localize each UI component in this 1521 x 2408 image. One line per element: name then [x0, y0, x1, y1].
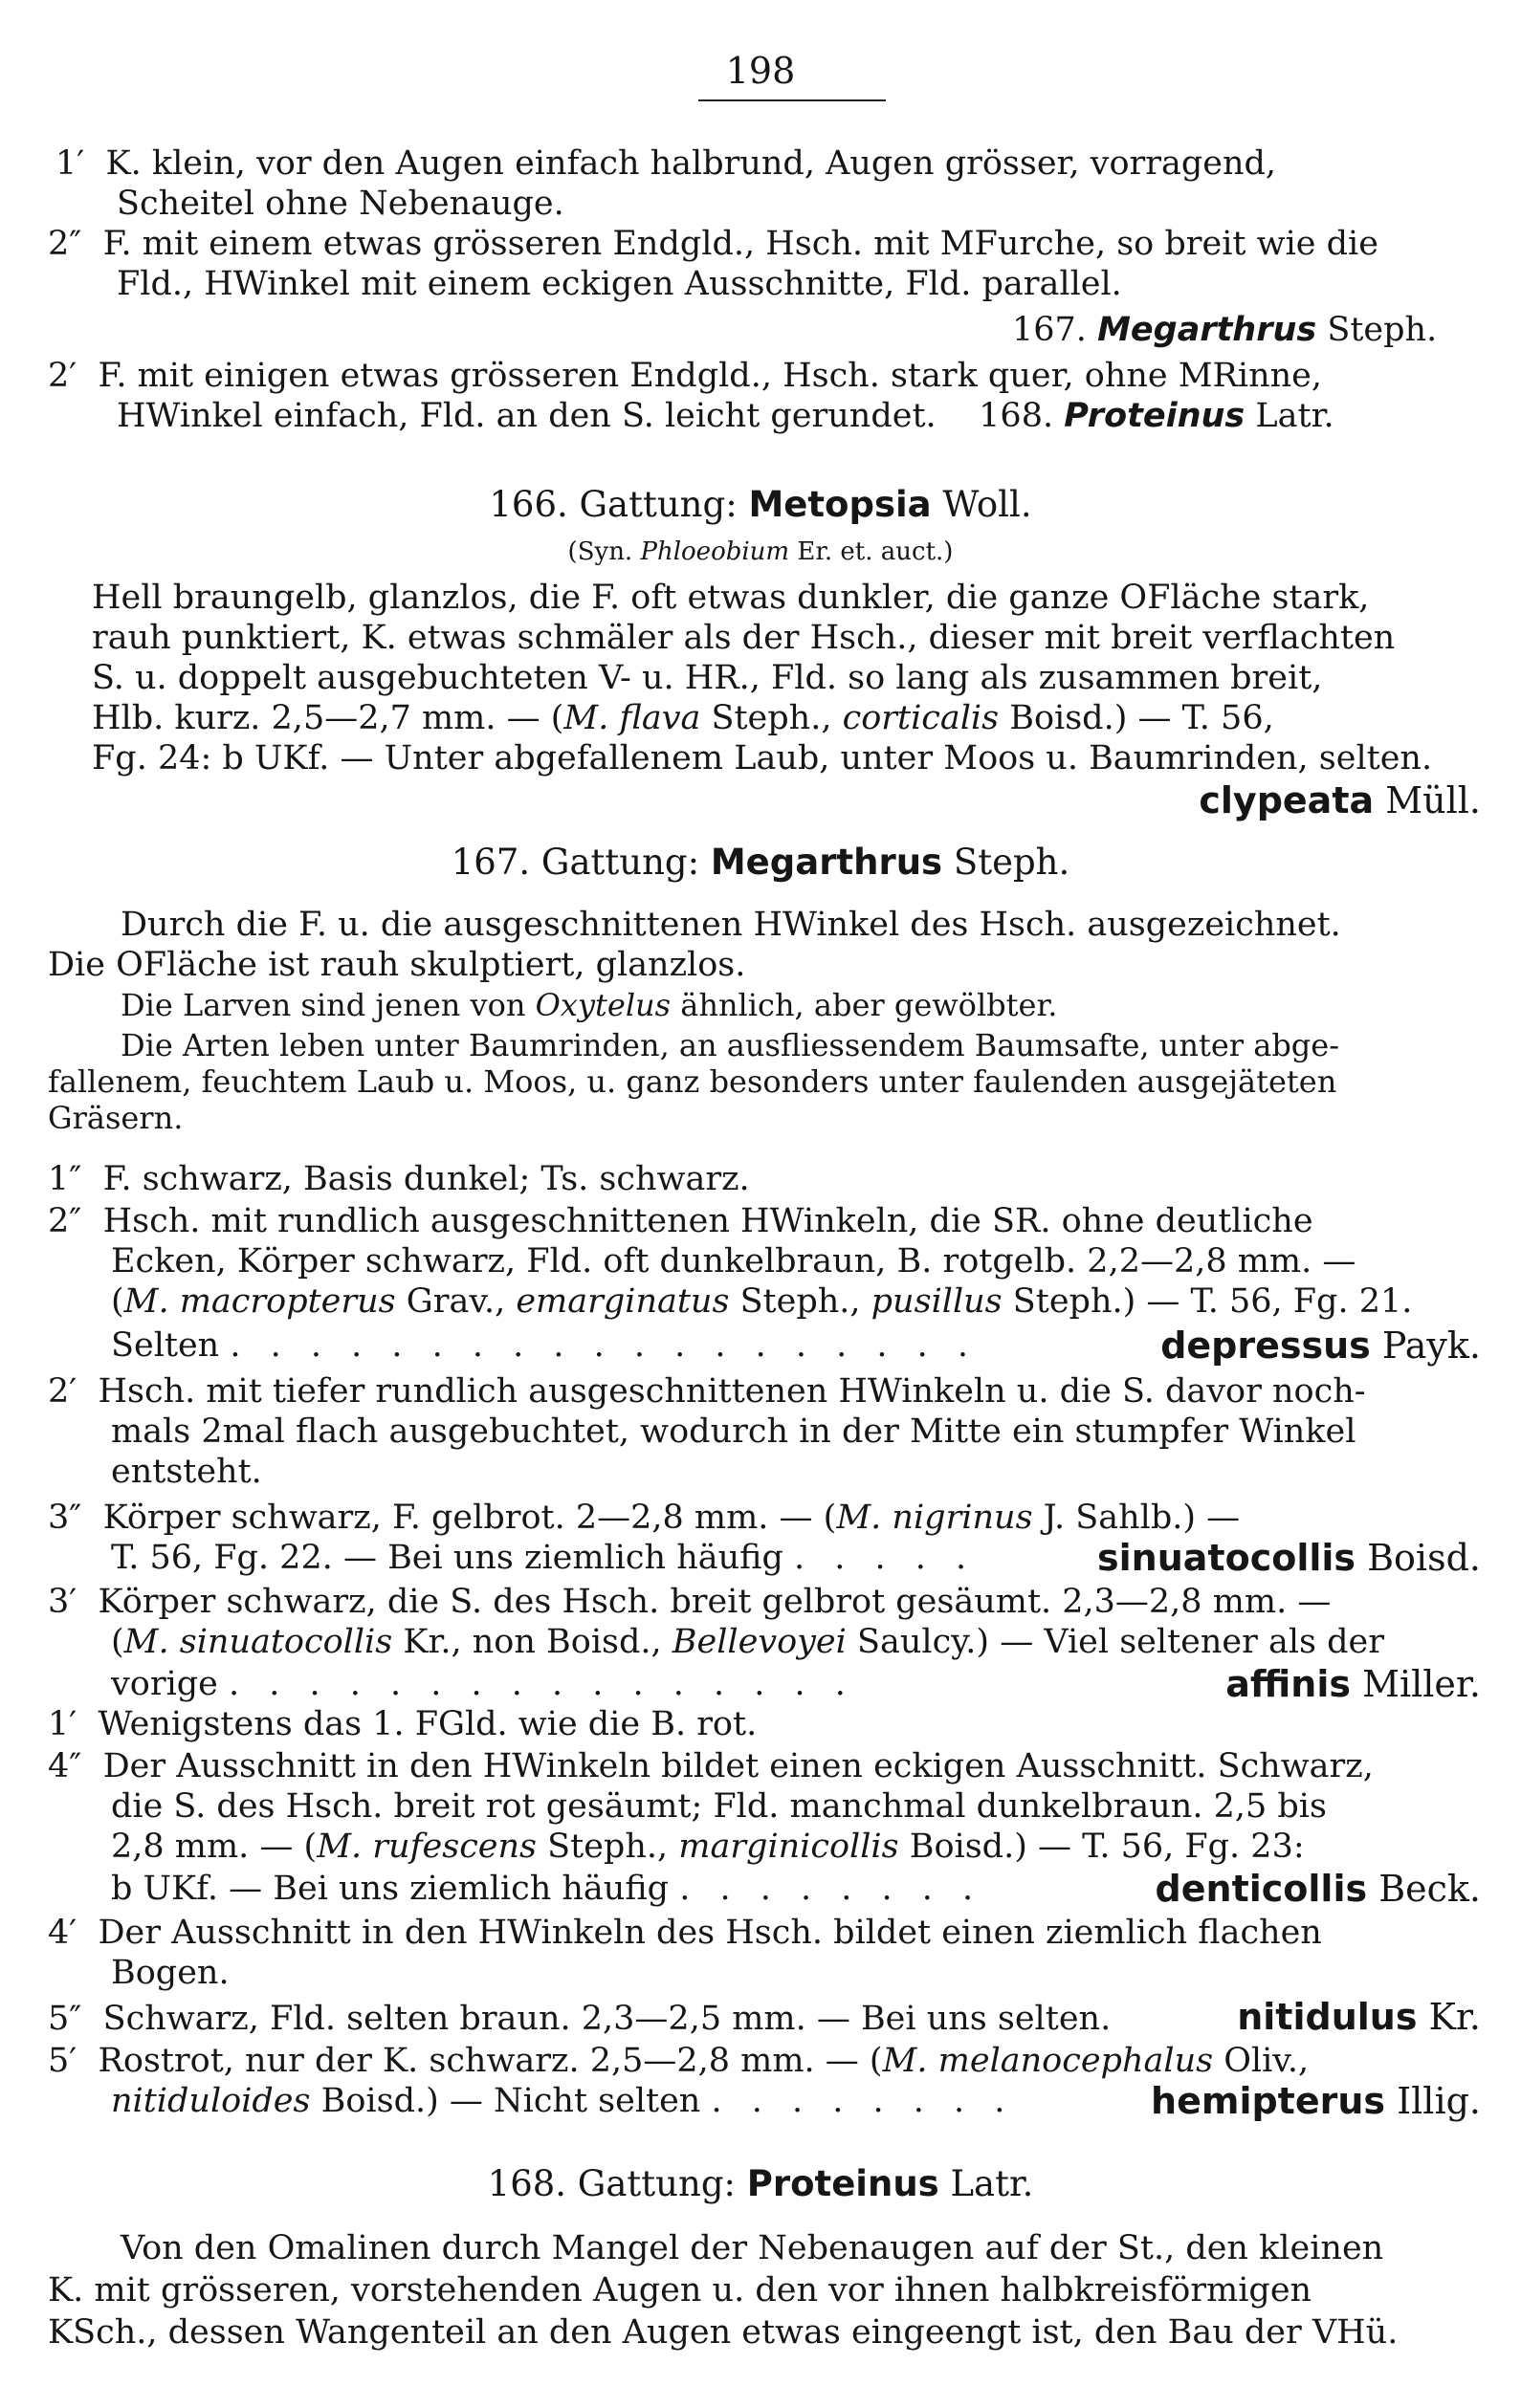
paragraph-line: K. mit grösseren, vorstehenden Augen u. den vor ihnen halbkreisförmigen — [48, 2271, 1312, 2309]
paragraph-line: Die Larven sind jenen von Oxytelus ähnlich, aber gewölbter. — [121, 987, 1058, 1023]
paragraph-line: fallenem, feuchtem Laub u. Moos, u. ganz besonders unter faulenden ausgejäteten — [48, 1063, 1337, 1100]
key-line: 4′ Der Ausschnitt in den HWinkeln des Hsch. bildet einen ziemlich flachen — [48, 1914, 1322, 1952]
key-line: Fld., HWinkel mit einem eckigen Ausschnitte, Fld. parallel. — [117, 265, 1122, 303]
species-name: nitidulus Kr. — [1237, 1996, 1481, 2038]
paragraph-line: Gräsern. — [48, 1100, 184, 1136]
genus-heading: 166. Gattung: Metopsia Woll. — [489, 484, 1032, 525]
key-line: Ecken, Körper schwarz, Fld. oft dunkelbraun, B. rotgelb. 2,2—2,8 mm. — — [111, 1242, 1356, 1281]
paragraph-line: Die OFläche ist rauh skulptiert, glanzlos. — [48, 946, 746, 984]
description-line: Fg. 24: b UKf. — Unter abgefallenem Laub, unter Moos u. Baumrinden, selten. — [92, 739, 1433, 777]
species-name: hemipterus Illig. — [1151, 2080, 1481, 2122]
key-line: 2″ F. mit einem etwas grösseren Endgld., Hsch. mit MFurche, so breit wie die — [48, 225, 1378, 263]
page-number-rule — [698, 99, 886, 101]
key-line: 4″ Der Ausschnitt in den HWinkeln bildet einen eckigen Ausschnitt. Schwarz, — [48, 1747, 1374, 1785]
key-line: (M. sinuatocollis Kr., non Boisd., Bellevoyei Saulcy.) — Viel seltener als der — [111, 1623, 1384, 1661]
key-line: 2″ Hsch. mit rundlich ausgeschnittenen HWinkeln, die SR. ohne deutliche — [48, 1202, 1313, 1240]
key-line: die S. des Hsch. breit rot gesäumt; Fld. manchmal dunkelbraun. 2,5 bis — [111, 1787, 1327, 1826]
key-line: 1′ K. klein, vor den Augen einfach halbrund, Augen grösser, vorragend, — [55, 144, 1277, 183]
key-line: T. 56, Fg. 22. — Bei uns ziemlich häufig . . . . . — [111, 1539, 977, 1577]
key-line: 2′ F. mit einigen etwas grösseren Endgld., Hsch. stark quer, ohne MRinne, — [48, 357, 1323, 395]
key-line: nitiduloides Boisd.) — Nicht selten . . . . . . . . — [111, 2082, 1015, 2120]
genus-reference: 167. Megarthrus Steph. — [1012, 311, 1438, 349]
description-line: S. u. doppelt ausgebuchteten V- u. HR., Fld. so lang als zusammen breit, — [92, 659, 1323, 697]
paragraph-line: Die Arten leben unter Baumrinden, an ausfliessendem Baumsafte, unter abge- — [121, 1027, 1340, 1063]
paragraph-line: Durch die F. u. die ausgeschnittenen HWinkel des Hsch. ausgezeichnet. — [121, 906, 1341, 944]
page-number: 198 — [725, 50, 796, 92]
species-name: sinuatocollis Boisd. — [1097, 1537, 1481, 1579]
description-line: Hlb. kurz. 2,5—2,7 mm. — (M. flava Steph., corticalis Boisd.) — T. 56, — [92, 699, 1274, 737]
species-name: denticollis Beck. — [1155, 1868, 1481, 1910]
species-name: clypeata Müll. — [1199, 779, 1481, 821]
key-line: 3′ Körper schwarz, die S. des Hsch. breit gelbrot gesäumt. 2,3—2,8 mm. — — [48, 1583, 1332, 1621]
key-line: 2′ Hsch. mit tiefer rundlich ausgeschnittenen HWinkeln u. die S. davor noch- — [48, 1372, 1366, 1411]
key-line: vorige . . . . . . . . . . . . . . . . — [111, 1665, 855, 1703]
species-name: depressus Payk. — [1160, 1324, 1481, 1367]
paragraph-line: KSch., dessen Wangenteil an den Augen etwas eingeengt ist, den Bau der VHü. — [48, 2313, 1399, 2352]
key-line: 3″ Körper schwarz, F. gelbrot. 2—2,8 mm. — (M. nigrinus J. Sahlb.) — — [48, 1499, 1241, 1537]
description-line: Hell braungelb, glanzlos, die F. oft etwas dunkler, die ganze OFläche stark, — [92, 579, 1370, 617]
description-line: rauh punktiert, K. etwas schmäler als der Hsch., dieser mit breit verflachten — [92, 619, 1396, 657]
key-line: 1′ Wenigstens das 1. FGld. wie die B. rot. — [48, 1705, 758, 1743]
key-line: Scheitel ohne Nebenauge. — [117, 185, 564, 223]
key-line: entsteht. — [111, 1453, 262, 1491]
synonym-line: (Syn. Phloeobium Er. et. auct.) — [567, 537, 954, 566]
key-line: Bogen. — [111, 1954, 230, 1992]
key-line: 5′ Rostrot, nur der K. schwarz. 2,5—2,8 mm. — (M. melanocephalus Oliv., — [48, 2042, 1310, 2080]
key-line: 2,8 mm. — (M. rufescens Steph., marginicollis Boisd.) — T. 56, Fg. 23: — [111, 1828, 1305, 1866]
paragraph-line: Von den Omalinen durch Mangel der Nebenaugen auf der St., den kleinen — [121, 2229, 1384, 2267]
genus-heading: 167. Gattung: Megarthrus Steph. — [451, 842, 1070, 883]
key-line: 1″ F. schwarz, Basis dunkel; Ts. schwarz. — [48, 1160, 750, 1198]
key-line: b UKf. — Bei uns ziemlich häufig . . . . . . . . — [111, 1870, 983, 1908]
genus-heading: 168. Gattung: Proteinus Latr. — [487, 2163, 1034, 2204]
key-line: 5″ Schwarz, Fld. selten braun. 2,3—2,5 mm. — Bei uns selten. — [48, 2000, 1112, 2038]
key-line: mals 2mal flach ausgebuchtet, wodurch in der Mitte ein stumpfer Winkel — [111, 1412, 1356, 1451]
key-line: (M. macropterus Grav., emarginatus Steph., pusillus Steph.) — T. 56, Fg. 21. — [111, 1282, 1413, 1321]
key-line: HWinkel einfach, Fld. an den S. leicht gerundet. 168. Proteinus Latr. — [117, 397, 1334, 435]
species-name: affinis Miller. — [1225, 1663, 1481, 1705]
key-line: Selten . . . . . . . . . . . . . . . . . . . — [111, 1326, 978, 1365]
